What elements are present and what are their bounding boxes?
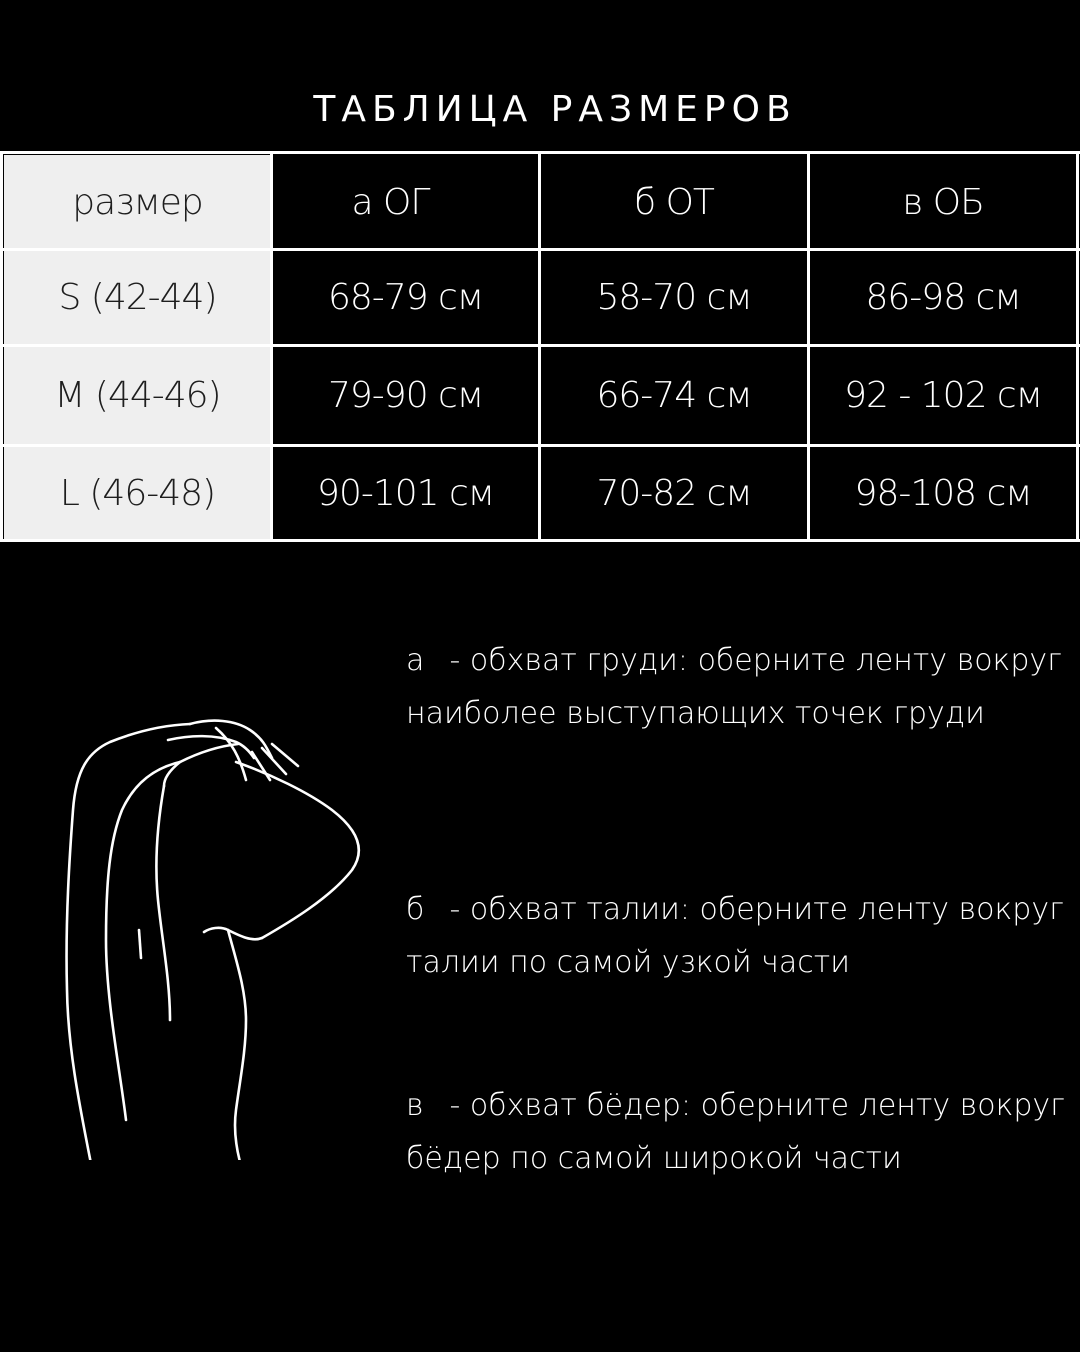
size-table xyxy=(0,151,1080,543)
table-row-size-label: M (44-46) xyxy=(4,347,271,444)
table-row-size-label: L (46-48) xyxy=(4,447,271,539)
table-cell: 86-98 см xyxy=(810,251,1076,344)
table-cell: 92 - 102 см xyxy=(810,347,1076,444)
table-header-hips: в ОБ xyxy=(810,155,1076,249)
table-cell: 70-82 см xyxy=(541,447,807,539)
table-cell: 68-79 см xyxy=(273,251,538,344)
legend-letter: б xyxy=(406,892,425,927)
table-cell: 66-74 см xyxy=(541,347,807,444)
table-border xyxy=(270,151,273,542)
female-silhouette-icon xyxy=(40,700,380,1160)
legend-hips xyxy=(406,1079,1066,1185)
table-header-waist: б ОТ xyxy=(541,155,807,249)
table-border-right xyxy=(1076,151,1079,542)
table-cell: 58-70 см xyxy=(541,251,807,344)
table-header-size: размер xyxy=(4,155,271,249)
legend-text: - обхват груди: оберните ленту вокруг наиболее выступающих точек груди xyxy=(406,643,1062,731)
table-cell: 90-101 см xyxy=(273,447,538,539)
table-border xyxy=(538,151,541,542)
page-title: ТАБЛИЦА РАЗМЕРОВ xyxy=(313,89,797,130)
legend-chest xyxy=(406,634,1066,740)
table-cell: 79-90 см xyxy=(273,347,538,444)
legend-letter: а xyxy=(406,643,425,678)
legend-text: - обхват бёдер: оберните ленту вокруг бёдер по самой широкой части xyxy=(406,1088,1065,1176)
legend-text: - обхват талии: оберните ленту вокруг талии по самой узкой части xyxy=(406,892,1064,980)
legend-letter: в xyxy=(406,1088,424,1123)
table-row-size-label: S (42-44) xyxy=(4,251,271,344)
table-header-chest: а ОГ xyxy=(273,155,538,249)
table-border xyxy=(807,151,810,542)
table-border-left xyxy=(0,151,3,542)
legend-waist xyxy=(406,883,1066,989)
table-cell: 98-108 см xyxy=(810,447,1076,539)
